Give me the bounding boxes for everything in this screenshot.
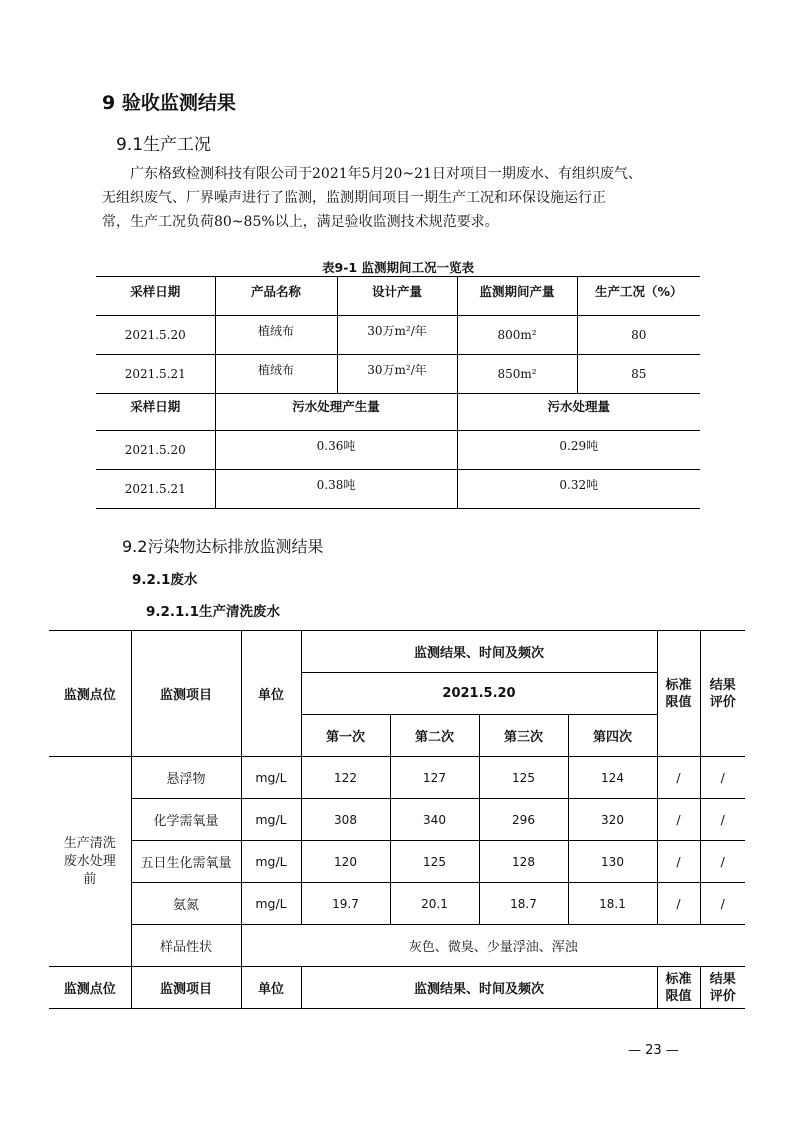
- subsection-title-emissions: 9.2污染物达标排放监测结果: [122, 537, 324, 556]
- header-cell: 设计产量: [337, 277, 457, 316]
- wastewater-volume-table: [96, 392, 700, 509]
- standard-cell: /: [657, 841, 700, 883]
- header-point: 监测点位: [49, 631, 131, 757]
- sample-value-cell: 灰色、微臭、少量浮油、浑浊: [241, 925, 745, 967]
- treated-cell: 0.29吨: [457, 431, 700, 470]
- header-cell: 采样日期: [96, 277, 215, 316]
- table-row: [49, 925, 745, 967]
- value-cell: 20.1: [390, 883, 479, 925]
- header-time-1: 第一次: [301, 715, 390, 757]
- unit-cell: mg/L: [241, 883, 301, 925]
- standard-cell: /: [657, 883, 700, 925]
- item-cell: 五日生化需氧量: [131, 841, 241, 883]
- value-cell: 122: [301, 757, 390, 799]
- standard-cell: /: [657, 799, 700, 841]
- table-row: [49, 841, 745, 883]
- sample-label-cell: 样品性状: [131, 925, 241, 967]
- subsection-title-production: 9.1生产工况: [116, 135, 212, 155]
- output-cell: 800m²: [457, 316, 577, 355]
- value-cell: 130: [568, 841, 657, 883]
- table-header-row: [49, 967, 745, 1009]
- table-row: [49, 757, 745, 799]
- load-cell: 80: [577, 316, 700, 355]
- table-caption: 表9-1 监测期间工况一览表: [322, 260, 474, 275]
- unit-cell: mg/L: [241, 799, 301, 841]
- evaluation-cell: /: [700, 841, 745, 883]
- header-time-4: 第四次: [568, 715, 657, 757]
- value-cell: 125: [479, 757, 568, 799]
- header-cell: 生产工况（%）: [577, 277, 700, 316]
- standard-cell: /: [657, 757, 700, 799]
- header-evaluation: 结果 评价: [700, 967, 745, 1009]
- table-row: [49, 799, 745, 841]
- item-cell: 化学需氧量: [131, 799, 241, 841]
- monitoring-point-cell: 生产清洗 废水处理 前: [49, 757, 131, 967]
- table-header-row: [96, 392, 700, 431]
- table-row: [96, 431, 700, 470]
- value-cell: 128: [479, 841, 568, 883]
- output-cell: 850m²: [457, 355, 577, 394]
- table-row: [49, 883, 745, 925]
- header-results: 监测结果、时间及频次: [301, 631, 657, 673]
- value-cell: 308: [301, 799, 390, 841]
- header-unit: 单位: [241, 631, 301, 757]
- paragraph-line: 无组织废气、厂界噪声进行了监测，监测期间项目一期生产工况和环保设施运行正: [102, 190, 606, 206]
- generated-cell: 0.38吨: [215, 470, 457, 509]
- header-evaluation: 结果 评价: [700, 631, 745, 757]
- table-row: [96, 470, 700, 509]
- date-cell: 2021.5.21: [96, 470, 215, 509]
- page-number: — 23 —: [628, 1043, 679, 1058]
- treated-cell: 0.32吨: [457, 470, 700, 509]
- date-cell: 2021.5.20: [96, 316, 215, 355]
- value-cell: 120: [301, 841, 390, 883]
- product-cell: 植绒布: [215, 316, 337, 355]
- production-conditions-table: [96, 276, 700, 394]
- value-cell: 18.7: [479, 883, 568, 925]
- header-cell: 产品名称: [215, 277, 337, 316]
- value-cell: 127: [390, 757, 479, 799]
- header-point: 监测点位: [49, 967, 131, 1009]
- subsection-title-cleaning-wastewater: 9.2.1.1生产清洗废水: [146, 604, 280, 620]
- value-cell: 19.7: [301, 883, 390, 925]
- header-results: 监测结果、时间及频次: [301, 967, 657, 1009]
- value-cell: 320: [568, 799, 657, 841]
- evaluation-cell: /: [700, 883, 745, 925]
- evaluation-cell: /: [700, 757, 745, 799]
- generated-cell: 0.36吨: [215, 431, 457, 470]
- design-capacity-cell: 30万m²/年: [337, 355, 457, 394]
- header-standard: 标准 限值: [657, 967, 700, 1009]
- header-unit: 单位: [241, 967, 301, 1009]
- item-cell: 氨氮: [131, 883, 241, 925]
- subsection-title-wastewater: 9.2.1废水: [132, 572, 198, 588]
- header-item: 监测项目: [131, 967, 241, 1009]
- wastewater-monitoring-table: [49, 630, 745, 1009]
- table-row: [96, 355, 700, 394]
- evaluation-cell: /: [700, 799, 745, 841]
- date-cell: 2021.5.21: [96, 355, 215, 394]
- table-header-row: [49, 631, 745, 673]
- header-item: 监测项目: [131, 631, 241, 757]
- product-cell: 植绒布: [215, 355, 337, 394]
- table-row: [96, 316, 700, 355]
- value-cell: 296: [479, 799, 568, 841]
- section-title: 9 验收监测结果: [102, 92, 236, 114]
- design-capacity-cell: 30万m²/年: [337, 316, 457, 355]
- table-header-row: [96, 277, 700, 316]
- item-cell: 悬浮物: [131, 757, 241, 799]
- value-cell: 125: [390, 841, 479, 883]
- date-cell: 2021.5.20: [96, 431, 215, 470]
- load-cell: 85: [577, 355, 700, 394]
- paragraph-line: 广东格致检测科技有限公司于2021年5月20~21日对项目一期废水、有组织废气、: [130, 166, 642, 182]
- value-cell: 340: [390, 799, 479, 841]
- unit-cell: mg/L: [241, 757, 301, 799]
- production-paragraph: [102, 162, 702, 234]
- value-cell: 18.1: [568, 883, 657, 925]
- header-cell: 污水处理量: [457, 392, 700, 431]
- paragraph-line: 常，生产工况负荷80~85%以上，满足验收监测技术规范要求。: [102, 214, 499, 230]
- value-cell: 124: [568, 757, 657, 799]
- header-date: 2021.5.20: [301, 673, 657, 715]
- header-standard: 标准 限值: [657, 631, 700, 757]
- header-cell: 监测期间产量: [457, 277, 577, 316]
- header-time-2: 第二次: [390, 715, 479, 757]
- header-cell: 污水处理产生量: [215, 392, 457, 431]
- unit-cell: mg/L: [241, 841, 301, 883]
- header-time-3: 第三次: [479, 715, 568, 757]
- header-cell: 采样日期: [96, 392, 215, 431]
